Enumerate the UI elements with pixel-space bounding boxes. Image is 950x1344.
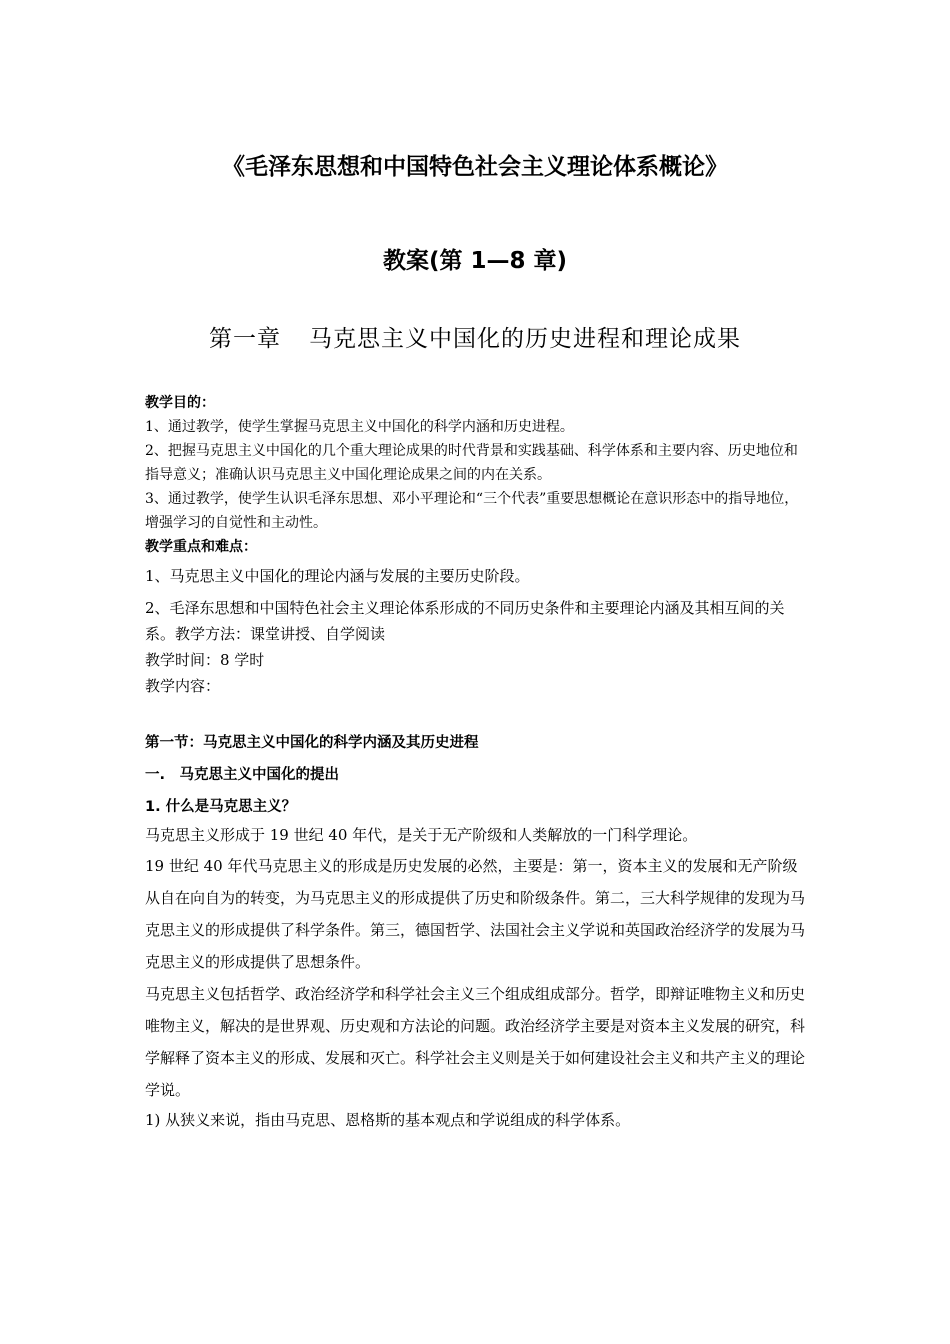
subsection-title: 一. 马克思主义中国化的提出 [145, 767, 340, 783]
key-point-item: 1、马克思主义中国化的理论内涵与发展的主要历史阶段。 [145, 567, 530, 585]
teaching-method: 教学方法：课堂讲授、自学阅读 [175, 625, 386, 643]
body-paragraph: 马克思主义包括哲学、政治经济学和科学社会主义三个组成组成部分。哲学，即辩证唯物主义和历史唯物主义，解决的是世界观、历史观和方法论的问题。政治经济学主要是对资本主义发展的研究，科学解释了资本主义的形成、发展和灭亡。科学社会主义则是关于如何建设社会主义和共产主义的理论学说。 [145, 985, 806, 1099]
key-points-block [145, 563, 810, 699]
key-point-item: 2、毛泽东思想和中国特色社会主义理论体系形成的不同历史条件和主要理论内涵及其相互间的关系。教学方法：课堂讲授、自学阅读 [145, 599, 785, 643]
section-1 [145, 731, 810, 1134]
body-paragraph: 马克思主义形成于 19 世纪 40 年代，是关于无产阶级和人类解放的一门科学理论。 [145, 826, 698, 844]
chapter-name: 马克思主义中国化的历史进程和理论成果 [309, 326, 741, 352]
objectives-block [145, 391, 810, 559]
key-points-heading: 教学重点和难点： [145, 539, 257, 555]
teaching-time: 教学时间：8 学时 [145, 651, 265, 669]
objectives-heading: 教学目的： [145, 395, 215, 411]
objective-item: 1、通过教学，使学生掌握马克思主义中国化的科学内涵和历史进程。 [145, 419, 574, 435]
body-paragraph: 1) 从狭义来说，指由马克思、恩格斯的基本观点和学说组成的科学体系。 [145, 1111, 631, 1129]
teaching-content: 教学内容： [145, 677, 221, 695]
body-paragraph: 19 世纪 40 年代马克思主义的形成是历史发展的必然，主要是：第一，资本主义的发展和无产阶级从自在向自为的转变，为马克思主义的形成提供了历史和阶级条件。第二，三大科学规律的发现为马克思主义的形成提供了科学条件。第三，德国哲学、法国社会主义学说和英国政治经济学的发展为马克思主义的形成提供了思想条件。 [145, 857, 806, 971]
document-title: 《毛泽东思想和中国特色社会主义理论体系概论》 [222, 154, 728, 180]
chapter-number: 第一章 [209, 326, 281, 352]
objective-item: 2、把握马克思主义中国化的几个重大理论成果的时代背景和实践基础、科学体系和主要内容、历史地位和指导意义；准确认识马克思主义中国化理论成果之间的内在关系。 [145, 443, 798, 483]
objective-item: 3、通过教学，使学生认识毛泽东思想、邓小平理论和“三个代表”重要思想概论在意识形态中的指导地位，增强学习的自觉性和主动性。 [145, 491, 799, 531]
chapter-title [0, 322, 950, 356]
document-subtitle: 教案(第 1—8 章) [382, 248, 568, 274]
section-title: 第一节：马克思主义中国化的科学内涵及其历史进程 [145, 735, 479, 751]
question-heading: 1. 什么是马克思主义？ [145, 799, 297, 815]
